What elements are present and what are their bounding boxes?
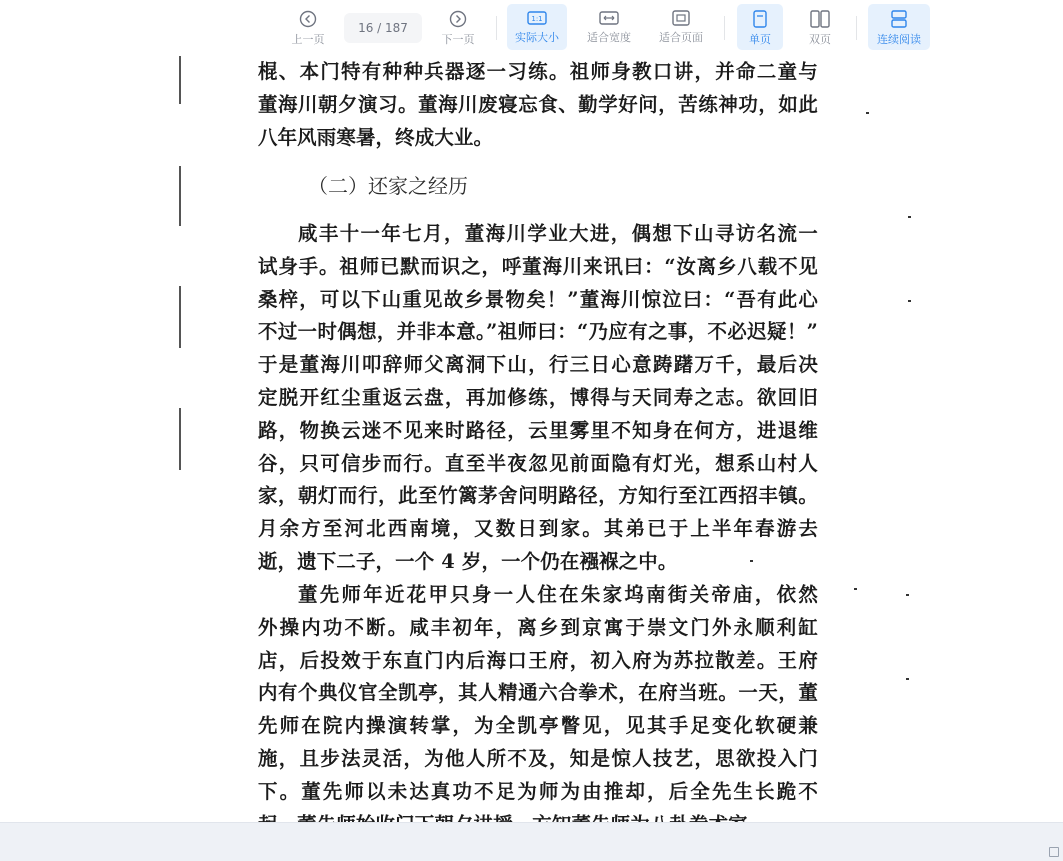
text-line: 内有个典仪官全凯亭，其人精通六合拳术，在府当班。一天，董	[258, 681, 818, 705]
fit-page-button[interactable]	[652, 4, 710, 50]
current-page-number[interactable]: 16	[358, 21, 374, 35]
toolbar-divider	[496, 16, 497, 40]
continuous-reading-label: 连续阅读	[877, 33, 921, 46]
toolbar-divider	[856, 16, 857, 40]
text-line: 不过一时偶想，并非本意。”祖师曰：“乃应有之事，不必迟疑！”	[258, 320, 818, 344]
prev-page-button[interactable]	[284, 4, 332, 50]
text-line: 家，朝灯而行，此至竹篱茅舍问明路径，方知行至江西招丰镇。	[258, 484, 818, 508]
scan-speck	[908, 216, 911, 218]
text-line: 店，后投效于东直门内后海口王府，初入府为苏拉散差。王府	[258, 648, 818, 672]
actual-size-button[interactable]	[507, 4, 567, 50]
continuous-reading-button[interactable]	[868, 4, 930, 50]
top-paragraph	[258, 56, 818, 154]
text-line: 月余方至河北西南境，又数日到家。其弟已于上半年春游去	[258, 517, 818, 541]
scan-speck	[866, 112, 869, 114]
margin-mark	[179, 286, 181, 348]
viewer-toolbar	[0, 0, 1063, 52]
bottom-status-strip	[0, 822, 1063, 861]
text-line: 施，且步法灵活，为他人所不及，知是惊人技艺，思欲投入门	[258, 746, 818, 770]
svg-text:1:1: 1:1	[531, 15, 543, 23]
double-page-label: 双页	[809, 33, 831, 46]
margin-mark	[179, 408, 181, 470]
text-line: 谷，只可信步而行。直至半夜忽见前面隐有灯光，想系山村人	[258, 451, 818, 475]
text-line: 董海川朝夕演习。董海川废寝忘食、勤学好问，苦练神功，如此	[258, 92, 818, 116]
single-page-button[interactable]	[737, 4, 783, 50]
single-page-icon	[752, 10, 768, 28]
text-line: 桑梓，可以下山重见故乡景物矣！”董海川惊泣曰：“吾有此心	[258, 287, 818, 311]
text-line: 路，物换云迷不见来时路径，云里雾里不知身在何方，进退维	[258, 418, 818, 442]
text-line: 先师在院内操演转掌，为全凯亭瞥见，见其手足变化软硬兼	[258, 714, 818, 738]
double-page-icon	[810, 10, 830, 28]
single-page-label: 单页	[749, 33, 771, 46]
text-line: 董先师年近花甲只身一人住在朱家坞南街关帝庙，依然	[298, 583, 818, 606]
fit-width-button[interactable]	[580, 4, 638, 50]
resize-corner-icon[interactable]	[1049, 847, 1059, 857]
scan-speck	[906, 678, 909, 680]
actual-size-icon	[527, 10, 547, 26]
page-number-box[interactable]	[344, 13, 422, 43]
text-line: 外操内功不断。咸丰初年，离乡到京寓于崇文门外永顺利缸	[258, 615, 818, 639]
fit-width-label: 适合宽度	[587, 31, 631, 44]
continuous-reading-icon	[890, 10, 908, 28]
text-line: 逝，遗下二子，一个 4 岁，一个仍在襁褓之中。	[258, 549, 678, 573]
double-page-button[interactable]	[797, 4, 843, 50]
next-page-button[interactable]	[434, 4, 482, 50]
total-page-count: 187	[385, 21, 408, 35]
next-page-label: 下一页	[441, 33, 475, 46]
fit-page-icon	[671, 10, 691, 26]
paragraph-return-home	[258, 218, 818, 579]
text-line: 八年风雨寒暑，终成大业。	[258, 125, 494, 149]
text-line: 下。董先师以未达真功不足为师为由推却，后全先生长跪不	[258, 779, 818, 803]
scan-speck	[906, 594, 909, 596]
paragraph-teacher	[258, 579, 818, 841]
text-line: 棍、本门特有种种兵器逐一习练。祖师身教口讲，并命二童与	[258, 60, 818, 83]
scan-speck	[908, 300, 911, 302]
prev-page-label: 上一页	[291, 33, 325, 46]
fit-width-icon	[599, 10, 619, 26]
fit-page-label: 适合页面	[659, 31, 703, 44]
margin-mark	[179, 56, 181, 104]
text-line: 于是董海川叩辞师父离洞下山，行三日心意踌躇万千，最后决	[258, 353, 818, 377]
page-separator: /	[373, 21, 386, 35]
chevron-left-circle-icon	[299, 10, 317, 28]
toolbar-divider	[724, 16, 725, 40]
text-line: 试身手。祖师已默而识之，呼董海川来讯曰：“汝离乡八载不见	[258, 254, 818, 278]
text-line: 定脱开红尘重返云盘，再加修练，博得与天同寿之志。欲回旧	[258, 385, 818, 409]
scan-speck	[854, 588, 857, 590]
actual-size-label: 实际大小	[515, 31, 559, 44]
text-line: 咸丰十一年七月，董海川学业大进，偶想下山寻访名流一	[298, 222, 818, 245]
chevron-right-circle-icon	[449, 10, 467, 28]
margin-mark	[179, 166, 181, 226]
document-page	[0, 52, 1063, 822]
section-heading: （二）还家之经历	[308, 174, 468, 198]
